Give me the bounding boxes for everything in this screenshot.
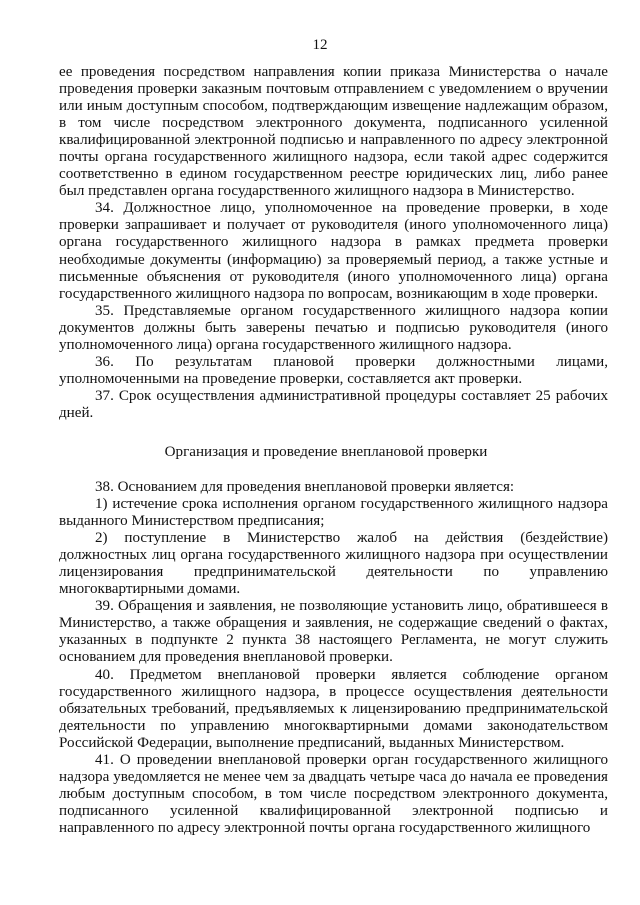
paragraph-39: 39. Обращения и заявления, не позволяющие установить лицо, обратившееся в Министерство, а также обращения и заявления, не содержащие сведений о фактах, указанных в подпункте 2 пункта 38 настоящего Регламента, не могут служить основанием для проведения внеплановой проверки. [59, 598, 608, 666]
paragraph-38-item-2: 2) поступление в Министерство жалоб на действия (бездействие) должностных лиц органа государственного жилищного надзора при осуществлении лицензирования предпринимательской деятельности по управлению многоквартирными домами. [59, 530, 608, 598]
paragraph-38-item-1: 1) истечение срока исполнения органом государственного жилищного надзора выданного Министерством предписания; [59, 496, 608, 530]
paragraph-34: 34. Должностное лицо, уполномоченное на проведение проверки, в ходе проверки запрашивает и получает от руководителя (иного уполномоченного лица) органа государственного жилищного надзора в рамках предмета проверки необходимые документы (информацию) за проверяемый период, а также устные и письменные объяснения от руководителя (иного уполномоченного лица) органа государственного жилищного надзора по вопросам, возникающим в ходе проверки. [59, 200, 608, 302]
paragraph-38: 38. Основанием для проведения внеплановой проверки является: [95, 479, 515, 495]
text-block-2 [59, 479, 608, 837]
paragraph-40: 40. Предметом внеплановой проверки является соблюдение органом государственного жилищного надзора, в процессе осуществления деятельности обязательных требований, предъявляемых к лицензированию предпринимательской деятельности по управлению многоквартирными домами законодательством Российской Федерации, выполнение предписаний, выданных Министерством. [59, 666, 608, 751]
page-number: 12 [312, 37, 328, 53]
section-heading: Организация и проведение внеплановой проверки [164, 444, 488, 460]
paragraph-continuation: ее проведения посредством направления копии приказа Министерства о начале проведения проверки заказным почтовым отправлением с уведомлением о вручении или иным доступным способом, подтверждающим извещение надлежащим образом, в том числе посредством электронного документа, подписанного усиленной квалифицированной электронной подписью и направленного по адресу электронной почты органа государственного жилищного надзора, если такой адрес содержится соответственно в едином государственном реестре юридических лиц, либо ранее был представлен органа государственного жилищного надзора в Министерство. [59, 64, 608, 200]
paragraph-36: 36. По результатам плановой проверки должностными лицами, уполномоченными на проведение проверки, составляется акт проверки. [59, 353, 608, 387]
text-block-1 [59, 64, 608, 422]
paragraph-41: 41. О проведении внеплановой проверки орган государственного жилищного надзора уведомляется не менее чем за двадцать четыре часа до начала ее проведения любым доступным способом, в том числе посредством электронного документа, подписанного усиленной квалифицированной электронной подписью и направленного по адресу электронной почты органа государственного жилищного [59, 751, 608, 836]
paragraph-35: 35. Представляемые органом государственного жилищного надзора копии документов должны быть заверены печатью и подписью руководителя (иного уполномоченного лица) органа государственного жилищного надзора. [59, 302, 608, 353]
paragraph-37: 37. Срок осуществления административной процедуры составляет 25 рабочих дней. [59, 387, 608, 421]
